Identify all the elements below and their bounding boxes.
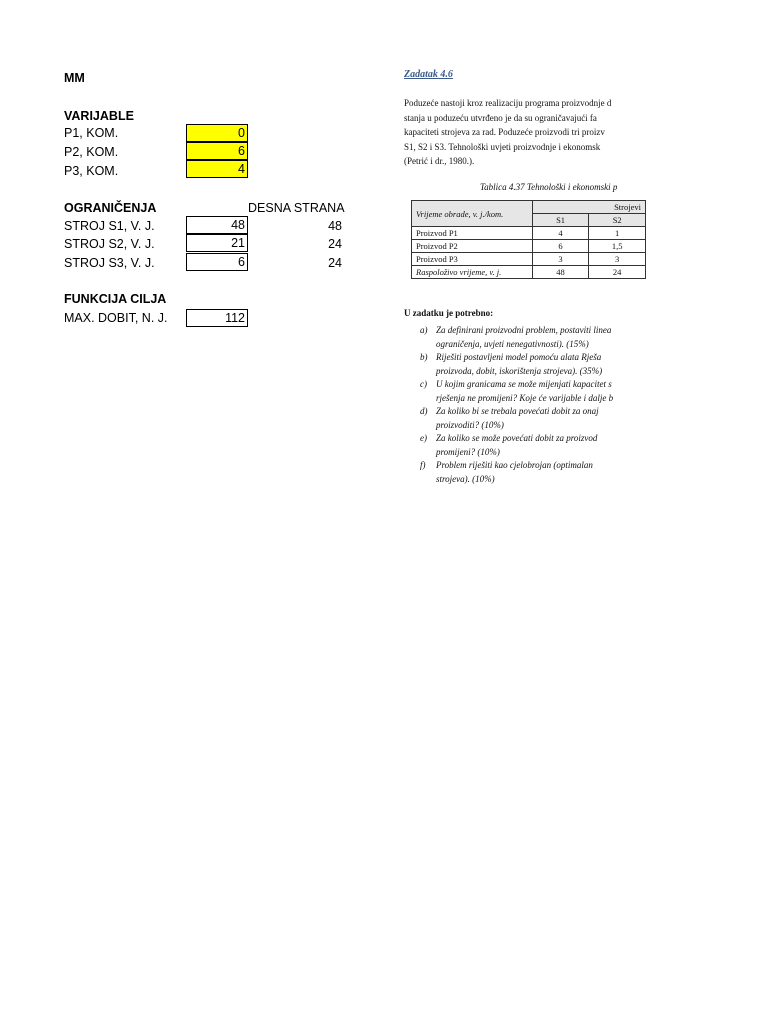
doc-table bbox=[411, 200, 646, 279]
doc-requirements-header: U zadatku je potrebno: bbox=[404, 308, 494, 318]
doc-item-line: proizvoditi? (10%) bbox=[436, 419, 504, 430]
variable-label-p1[interactable]: P1, KOM. bbox=[64, 126, 119, 140]
doc-table-row-label: Proizvod P1 bbox=[412, 227, 533, 240]
constraint-cell-s1[interactable]: 48 bbox=[186, 216, 248, 234]
doc-table-cell: 48 bbox=[532, 266, 589, 279]
doc-requirement-item bbox=[398, 405, 613, 432]
embedded-document-image[interactable] bbox=[398, 64, 646, 504]
constraint-label-s2[interactable]: STROJ S2, V. J. bbox=[64, 237, 155, 251]
doc-item-line: Riješiti postavljeni model pomoću alata Rješa bbox=[436, 352, 602, 362]
doc-item-letter: e) bbox=[420, 433, 427, 443]
objective-label[interactable]: MAX. DOBIT, N. J. bbox=[64, 311, 168, 325]
doc-requirement-item bbox=[398, 432, 613, 459]
rhs-cell-s1[interactable]: 48 bbox=[328, 219, 342, 233]
doc-table-cell: 24 bbox=[589, 266, 646, 279]
doc-requirement-item bbox=[398, 459, 613, 486]
doc-item-letter: f) bbox=[420, 460, 426, 470]
variable-label-p3[interactable]: P3, KOM. bbox=[64, 164, 119, 178]
doc-requirement-item bbox=[398, 378, 613, 405]
doc-paragraph-line: kapaciteti strojeva za rad. Poduzeće proizvodi tri proizv bbox=[404, 127, 605, 137]
rhs-cell-s3[interactable]: 24 bbox=[328, 256, 342, 270]
doc-table-cell: 3 bbox=[589, 253, 646, 266]
doc-item-line: rješenja ne promijeni? Koje će varijable i dalje b bbox=[436, 392, 614, 403]
doc-requirement-item bbox=[398, 351, 613, 378]
doc-title: Zadatak 4.6 bbox=[404, 69, 453, 80]
variable-cell-p1[interactable]: 0 bbox=[186, 124, 248, 142]
doc-item-line: promijeni? (10%) bbox=[436, 446, 500, 457]
rhs-header[interactable]: DESNA STRANA bbox=[248, 201, 345, 215]
doc-table-cell: 6 bbox=[532, 240, 589, 253]
doc-table-row-label: Proizvod P3 bbox=[412, 253, 533, 266]
constraints-header[interactable]: OGRANIČENJA bbox=[64, 201, 157, 215]
doc-item-line: strojeva). (10%) bbox=[436, 473, 495, 484]
doc-table-cell: 4 bbox=[532, 227, 589, 240]
variables-header[interactable]: VARIJABLE bbox=[64, 109, 134, 123]
objective-cell[interactable]: 112 bbox=[186, 309, 248, 327]
doc-item-letter: c) bbox=[420, 379, 427, 389]
variable-cell-p3[interactable]: 4 bbox=[186, 160, 248, 178]
doc-paragraph-line: S1, S2 i S3. Tehnološki uvjeti proizvodnje i ekonomsk bbox=[404, 141, 601, 152]
doc-table-col: S2 bbox=[589, 214, 646, 227]
doc-item-letter: a) bbox=[420, 325, 428, 335]
doc-paragraph-line: stanja u poduzeću utvrđeno je da su ograničavajući fa bbox=[404, 112, 597, 123]
doc-item-letter: b) bbox=[420, 352, 428, 362]
doc-item-line: Za definirani proizvodni problem, postaviti linea bbox=[436, 325, 612, 335]
constraint-cell-s3[interactable]: 6 bbox=[186, 253, 248, 271]
variable-label-p2[interactable]: P2, KOM. bbox=[64, 145, 119, 159]
doc-table-cell: 3 bbox=[532, 253, 589, 266]
doc-item-line: Problem riješiti kao cjelobrojan (optimalan bbox=[436, 460, 593, 470]
doc-item-line: proizvoda, dobit, iskorištenja strojeva). (35%) bbox=[436, 365, 603, 376]
doc-table-cell: 1,5 bbox=[589, 240, 646, 253]
doc-table-caption: Tablica 4.37 Tehnološki i ekonomski p bbox=[480, 182, 618, 192]
doc-item-letter: d) bbox=[420, 406, 428, 416]
doc-item-line: ograničenja, uvjeti nenegativnosti). (15%) bbox=[436, 338, 589, 349]
doc-paragraph-line: (Petrić i dr., 1980.). bbox=[404, 156, 475, 166]
doc-table-group: Strojevi bbox=[532, 201, 645, 214]
doc-requirement-item bbox=[398, 324, 613, 351]
constraint-label-s1[interactable]: STROJ S1, V. J. bbox=[64, 219, 155, 233]
doc-table-row-label: Raspoloživo vrijeme, v. j. bbox=[412, 266, 533, 279]
doc-item-line: Za koliko bi se trebala povećati dobit za onaj bbox=[436, 406, 599, 416]
sheet-title[interactable]: MM bbox=[64, 71, 85, 85]
doc-paragraph-line: Poduzeće nastoji kroz realizaciju programa proizvodnje d bbox=[404, 98, 612, 108]
doc-requirements-list bbox=[398, 324, 613, 486]
doc-item-line: U kojim granicama se može mijenjati kapacitet s bbox=[436, 379, 612, 389]
objective-header[interactable]: FUNKCIJA CILJA bbox=[64, 292, 167, 306]
rhs-cell-s2[interactable]: 24 bbox=[328, 237, 342, 251]
variable-cell-p2[interactable]: 6 bbox=[186, 142, 248, 160]
constraint-label-s3[interactable]: STROJ S3, V. J. bbox=[64, 256, 155, 270]
constraint-cell-s2[interactable]: 21 bbox=[186, 234, 248, 252]
doc-table-corner: Vrijeme obrade, v. j./kom. bbox=[412, 201, 533, 227]
doc-table-cell: 1 bbox=[589, 227, 646, 240]
doc-table-col: S1 bbox=[532, 214, 589, 227]
doc-paragraph bbox=[404, 96, 646, 169]
doc-table-row-label: Proizvod P2 bbox=[412, 240, 533, 253]
doc-item-line: Za koliko se može povećati dobit za proizvod bbox=[436, 433, 598, 443]
